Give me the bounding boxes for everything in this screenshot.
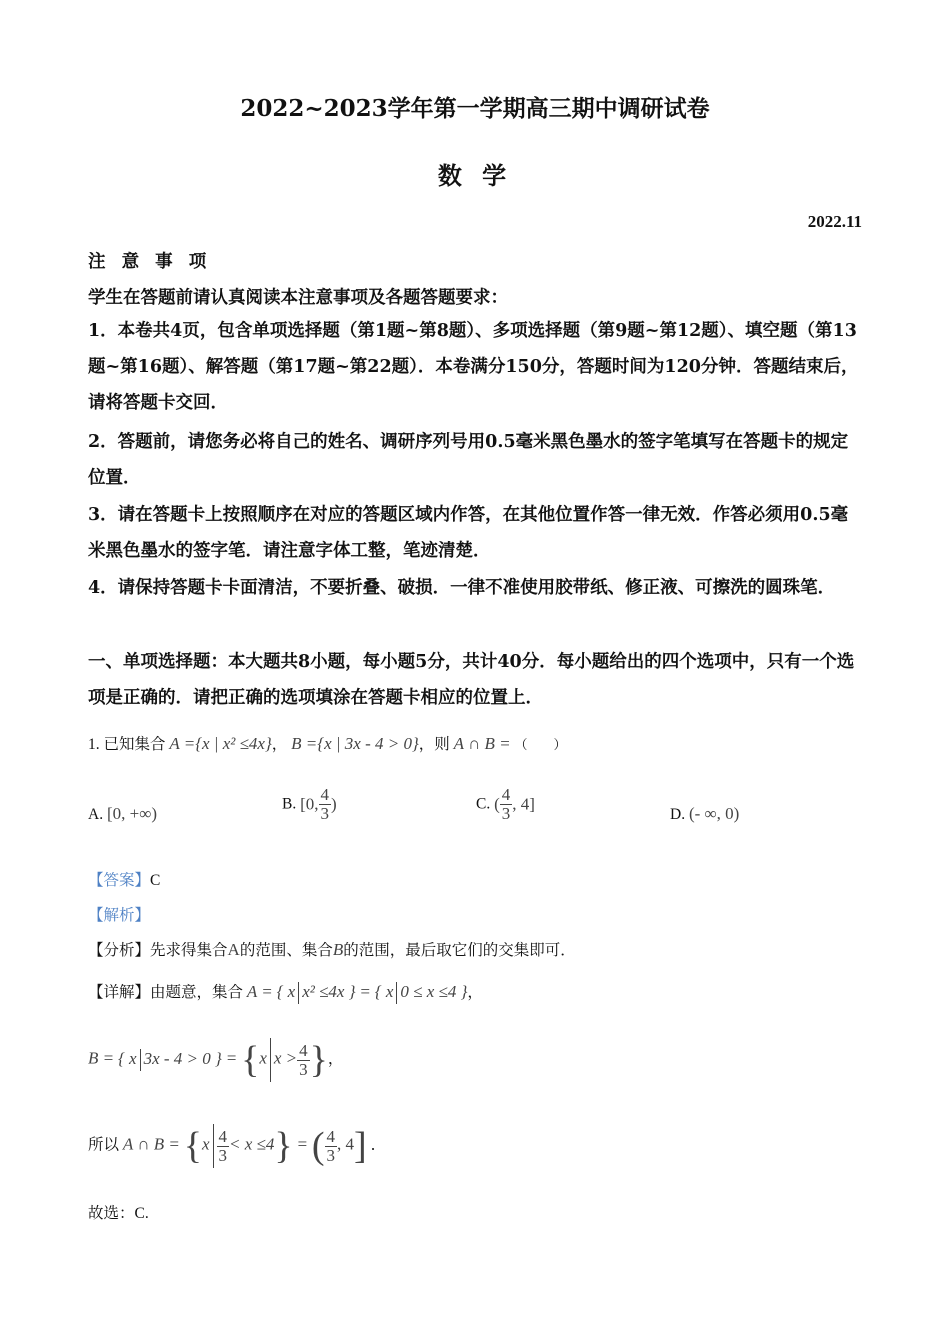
answer-line bbox=[88, 868, 160, 890]
set-braces: { x 3x - 4 > 0 } bbox=[118, 1049, 222, 1068]
fraction: $\frac{4}{3}$ bbox=[326, 1126, 336, 1165]
set-braces: { x x² ≤4x } bbox=[277, 982, 356, 1001]
notice-item-1: 1．本卷共4页，包含单项选择题（第1题~第8题）、多项选择题（第9题~第12题）、填空题（第13题~第16题）、解答题（第17题~第22题）．本卷满分150分，答题时间为120分钟．答题结束后，请将答题卡交回． bbox=[88, 321, 859, 413]
analysis-tag: 【解析】 bbox=[88, 907, 151, 924]
option-a: A. [0, +∞) bbox=[88, 804, 157, 823]
answer-value: C bbox=[150, 872, 161, 889]
notice-heading: 注 意 事 项 bbox=[88, 252, 212, 272]
option-b: B. [0, $\frac{4}{3}$ ) bbox=[282, 785, 337, 823]
set-a-definition: A ={x | x² ≤4x} bbox=[169, 734, 272, 753]
set-braces: { x 0 ≤ x ≤4 } bbox=[375, 982, 468, 1001]
fraction: $\frac{4}{3}$ bbox=[320, 785, 330, 823]
notice-intro: 学生在答题前请认真阅读本注意事项及各题答题要求： bbox=[88, 288, 508, 308]
intersection-expression: A ∩ B = bbox=[453, 734, 511, 753]
detail-line-b: B = { x 3x - 4 > 0 } = {x x > $\frac{4}{3}$ }， bbox=[88, 1039, 344, 1081]
subject-title: 数 学 bbox=[437, 161, 513, 190]
option-d: D. (- ∞, 0) bbox=[670, 804, 740, 823]
notice-item-2: 2．答题前，请您务必将自己的姓名、调研序列号用0.5毫米黑色墨水的签字笔填写在答题卡的规定位置． bbox=[88, 432, 849, 488]
fraction: $\frac{4}{3}$ bbox=[299, 1040, 308, 1079]
answer-tag: 【答案】 bbox=[88, 872, 151, 889]
exam-title: 2022~2023学年第一学期高三期中调研试卷 bbox=[240, 95, 710, 122]
final-choice: 故选：C. bbox=[88, 1205, 149, 1222]
notice-item-3: 3．请在答题卡上按照顺序在对应的答题区域内作答，在其他位置作答一律无效．作答必须用0.5毫米黑色墨水的签字笔．请注意字体工整，笔迹清楚． bbox=[88, 505, 849, 561]
option-c: C. ( $\frac{4}{3}$ , 4] bbox=[476, 785, 535, 823]
conclusion-line: 所以 A ∩ B = {x $\frac{4}{3}$ < x ≤4} = ( $\frac{4}{3}$ , 4] ． bbox=[88, 1125, 387, 1167]
detail-line-a: 【详解】由题意，集合 A = { x x² ≤4x } = { x 0 ≤ x ≤4 }， bbox=[88, 980, 483, 1004]
question-1-stem: 1. 已知集合 A ={x | x² ≤4x}， B ={x | 3x - 4 > 0}，则 A ∩ B = （ ） bbox=[88, 734, 567, 753]
fenxi-line: 【分析】先求得集合A的范围、集合B的范围，最后取它们的交集即可． bbox=[88, 940, 576, 959]
notice-item-4: 4．请保持答题卡卡面清洁，不要折叠、破损．一律不准使用胶带纸、修正液、可擦洗的圆珠笔． bbox=[88, 578, 836, 598]
set-b-definition: B ={x | 3x - 4 > 0} bbox=[291, 734, 419, 753]
section-one-instructions: 一、单项选择题：本大题共8小题，每小题5分，共计40分．每小题给出的四个选项中，只有一个选项是正确的．请把正确的选项填涂在答题卡相应的位置上． bbox=[88, 652, 855, 708]
exam-date: 2022.11 bbox=[807, 212, 862, 231]
fraction: $\frac{4}{3}$ bbox=[218, 1126, 228, 1165]
fraction: $\frac{4}{3}$ bbox=[501, 785, 511, 823]
